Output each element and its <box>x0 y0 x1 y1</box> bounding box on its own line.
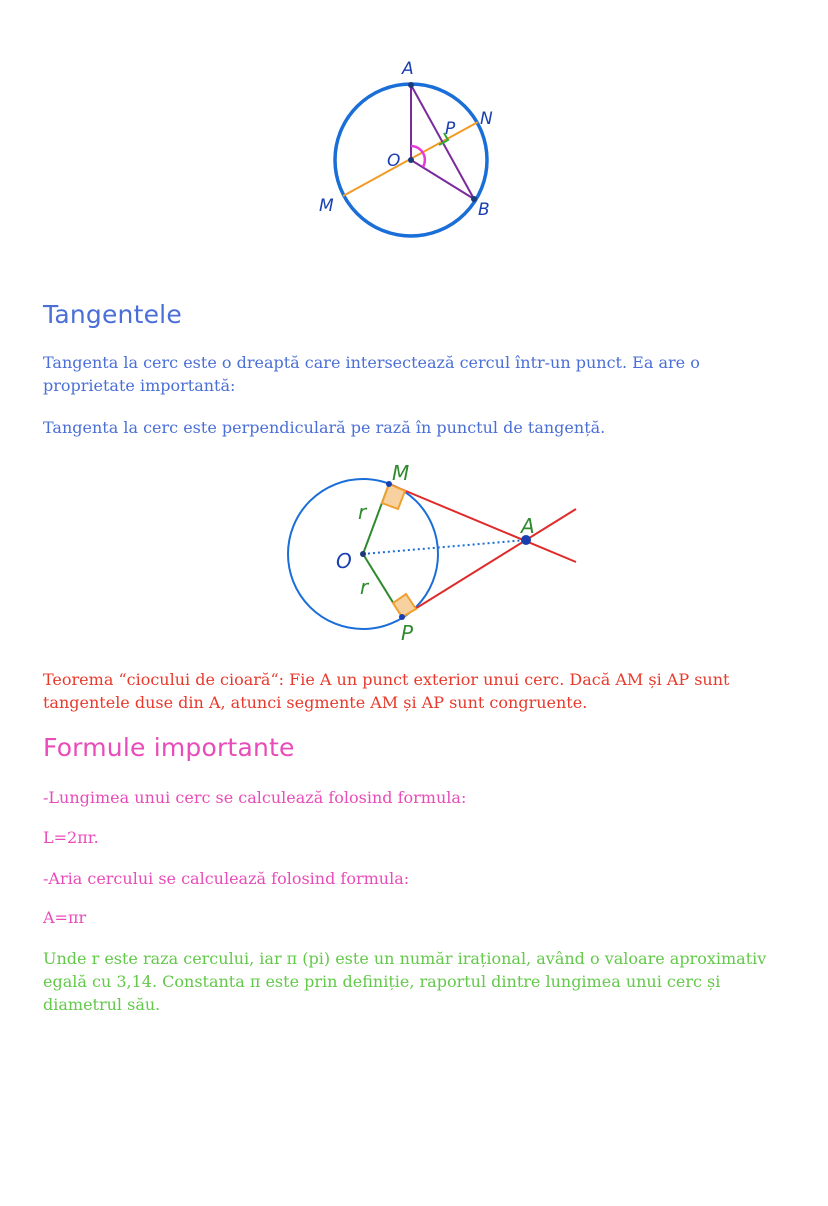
label-a: A <box>402 59 414 79</box>
point-p <box>399 614 405 620</box>
pi-explanation: Unde r este raza cercului, iar π (pi) este un număr irațional, având o valoare aproximativ egală cu 3,14. Constanta π este prin definiție, raportul dintre lungimea unui cerc și diametrul său. <box>43 949 767 1014</box>
label-m: M <box>319 196 334 216</box>
theorem-text: Teorema “ciocului de cioară“: Fie A un punct exterior unui cerc. Dacă AM și AP sunt tangentele duse din A, atunci segmente AM și AP sunt congruente. <box>43 670 730 712</box>
tangent-am <box>389 484 576 562</box>
point-b <box>471 196 477 202</box>
circumference-formula: L=2πr. <box>43 828 99 847</box>
heading-tangents: Tangentele <box>43 300 182 329</box>
right-angle-p <box>393 594 416 617</box>
label-r-bottom: r <box>360 575 369 599</box>
segment-ob <box>411 160 474 199</box>
label-p: P <box>401 621 414 645</box>
label-a: A <box>521 514 535 538</box>
label-b: B <box>478 200 490 220</box>
label-n: N <box>480 109 493 129</box>
label-m: M <box>392 461 410 485</box>
point-o <box>408 157 414 163</box>
tangent-definition: Tangenta la cerc este o dreaptă care intersectează cercul într-un punct. Ea are o proprietate importantă: <box>43 353 700 395</box>
circle-chord-figure <box>300 50 530 250</box>
label-p: P <box>445 119 456 139</box>
point-o <box>360 551 366 557</box>
heading-formulas: Formule importante <box>43 733 295 762</box>
label-o: O <box>387 151 401 171</box>
right-angle-m <box>382 484 405 509</box>
segment-oa-dotted <box>363 540 526 554</box>
label-r-top: r <box>358 500 367 524</box>
tangent-figure <box>280 455 580 655</box>
area-formula: A=πr <box>43 908 87 927</box>
label-o: O <box>336 549 352 573</box>
tangent-property: Tangenta la cerc este perpendiculară pe rază în punctul de tangență. <box>43 418 606 437</box>
area-intro: -Aria cercului se calculează folosind formula: <box>43 869 410 888</box>
circumference-intro: -Lungimea unui cerc se calculează folosind formula: <box>43 788 467 807</box>
point-a <box>408 82 414 88</box>
